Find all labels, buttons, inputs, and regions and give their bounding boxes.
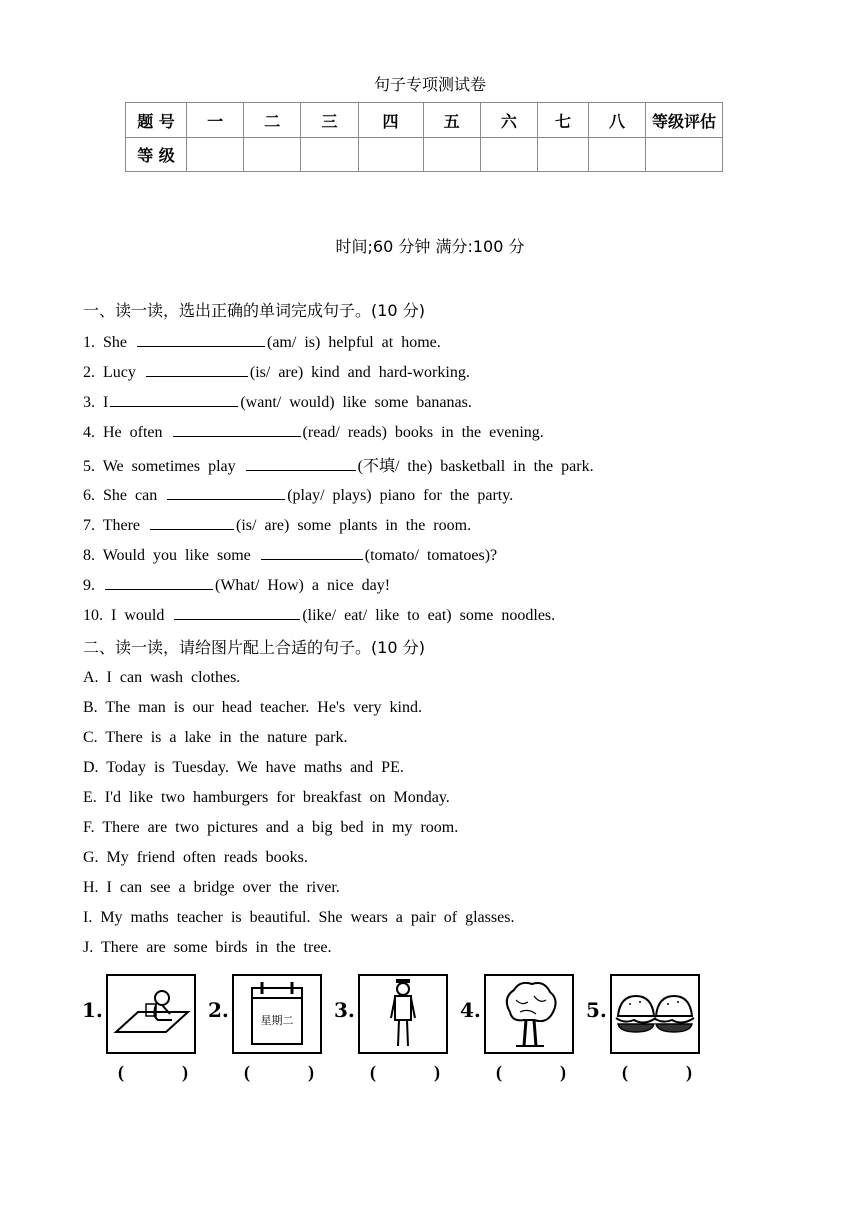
answer-blank[interactable] [105, 575, 213, 590]
picture-number: 3. [334, 998, 355, 1022]
question-line: 6. She can (play/ plays) piano for the party. [83, 487, 514, 504]
man-standing-icon [360, 976, 446, 1052]
picture-row [80, 970, 720, 1090]
answer-blank[interactable] [246, 456, 356, 471]
answer-blank[interactable] [167, 485, 285, 500]
option-line: B. The man is our head teacher. He's very kind. [83, 699, 422, 716]
answer-blank[interactable] [173, 422, 301, 437]
grade-table-cell: 二 [244, 103, 301, 138]
option-line: H. I can see a bridge over the river. [83, 879, 340, 896]
picture-number: 5. [586, 998, 607, 1022]
picture-number: 1. [82, 998, 103, 1022]
option-line: J. There are some birds in the tree. [83, 939, 332, 956]
answer-blank[interactable] [110, 392, 238, 407]
picture-box [358, 974, 448, 1054]
picture-box [484, 974, 574, 1054]
grade-input-cell[interactable] [646, 138, 723, 172]
answer-blank[interactable] [146, 362, 248, 377]
question-line: 2. Lucy (is/ are) kind and hard-working. [83, 364, 470, 381]
grade-input-cell[interactable] [423, 138, 480, 172]
answer-parentheses[interactable]: ( ) [622, 1062, 692, 1082]
grade-input-cell[interactable] [589, 138, 646, 172]
grade-table-cell: 七 [538, 103, 589, 138]
grade-table-cell: 八 [589, 103, 646, 138]
answer-blank[interactable] [137, 332, 265, 347]
grade-table [125, 102, 723, 172]
grade-table-cell: 五 [423, 103, 480, 138]
answer-parentheses[interactable]: ( ) [370, 1062, 440, 1082]
grade-table-cell: 等 级 [126, 138, 187, 172]
picture-number: 4. [460, 998, 481, 1022]
calendar-day-text: 星期二 [260, 1014, 294, 1027]
section2-heading: 二、读一读，请给图片配上合适的句子。(10 分) [83, 638, 425, 657]
option-line: F. There are two pictures and a big bed in my room. [83, 819, 459, 836]
answer-blank[interactable] [261, 545, 363, 560]
answer-blank[interactable] [150, 515, 234, 530]
question-line: 8. Would you like some (tomato/ tomatoes)? [83, 547, 498, 564]
option-line: C. There is a lake in the nature park. [83, 729, 348, 746]
reading-person-icon [108, 976, 194, 1052]
grade-input-cell[interactable] [244, 138, 301, 172]
option-line: E. I'd like two hamburgers for breakfast on Monday. [83, 789, 450, 806]
grade-table-cell: 等级评估 [646, 103, 723, 138]
hamburgers-icon [612, 976, 698, 1052]
grade-input-cell[interactable] [187, 138, 244, 172]
grade-input-cell[interactable] [480, 138, 537, 172]
tree-icon [486, 976, 572, 1052]
question-line: 4. He often (read/ reads) books in the evening. [83, 424, 544, 441]
grade-input-cell[interactable] [538, 138, 589, 172]
question-line: 10. I would (like/ eat/ like to eat) some noodles. [83, 607, 556, 624]
grade-input-cell[interactable] [301, 138, 358, 172]
grade-table-cell: 三 [301, 103, 358, 138]
time-info: 时间;60 分钟 满分:100 分 [335, 237, 525, 256]
grade-table-header-row [126, 103, 723, 138]
option-line: I. My maths teacher is beautiful. She wears a pair of glasses. [83, 909, 515, 926]
answer-blank[interactable] [174, 605, 300, 620]
grade-input-cell[interactable] [358, 138, 423, 172]
answer-parentheses[interactable]: ( ) [118, 1062, 188, 1082]
grade-table-cell: 六 [480, 103, 537, 138]
option-line: G. My friend often reads books. [83, 849, 308, 866]
option-line: A. I can wash clothes. [83, 669, 241, 686]
section1-heading: 一、读一读，选出正确的单词完成句子。(10 分) [83, 301, 425, 320]
question-line: 3. I (want/ would) like some bananas. [83, 394, 472, 411]
calendar-icon [234, 976, 320, 1052]
answer-parentheses[interactable]: ( ) [244, 1062, 314, 1082]
grade-table-cell: 题 号 [126, 103, 187, 138]
picture-box [232, 974, 322, 1054]
page-title: 句子专项测试卷 [373, 75, 486, 94]
question-line: 1. She (am/ is) helpful at home. [83, 334, 441, 351]
picture-box [610, 974, 700, 1054]
grade-table-cell: 一 [187, 103, 244, 138]
option-line: D. Today is Tuesday. We have maths and PE. [83, 759, 404, 776]
question-line: 7. There (is/ are) some plants in the room. [83, 517, 472, 534]
picture-box [106, 974, 196, 1054]
answer-parentheses[interactable]: ( ) [496, 1062, 566, 1082]
picture-number: 2. [208, 998, 229, 1022]
question-line: 9. (What/ How) a nice day! [83, 577, 391, 594]
grade-table-cell: 四 [358, 103, 423, 138]
question-line: 5. We sometimes play (不填/ the) basketball in the park. [83, 458, 594, 475]
grade-table-grade-row [126, 138, 723, 172]
